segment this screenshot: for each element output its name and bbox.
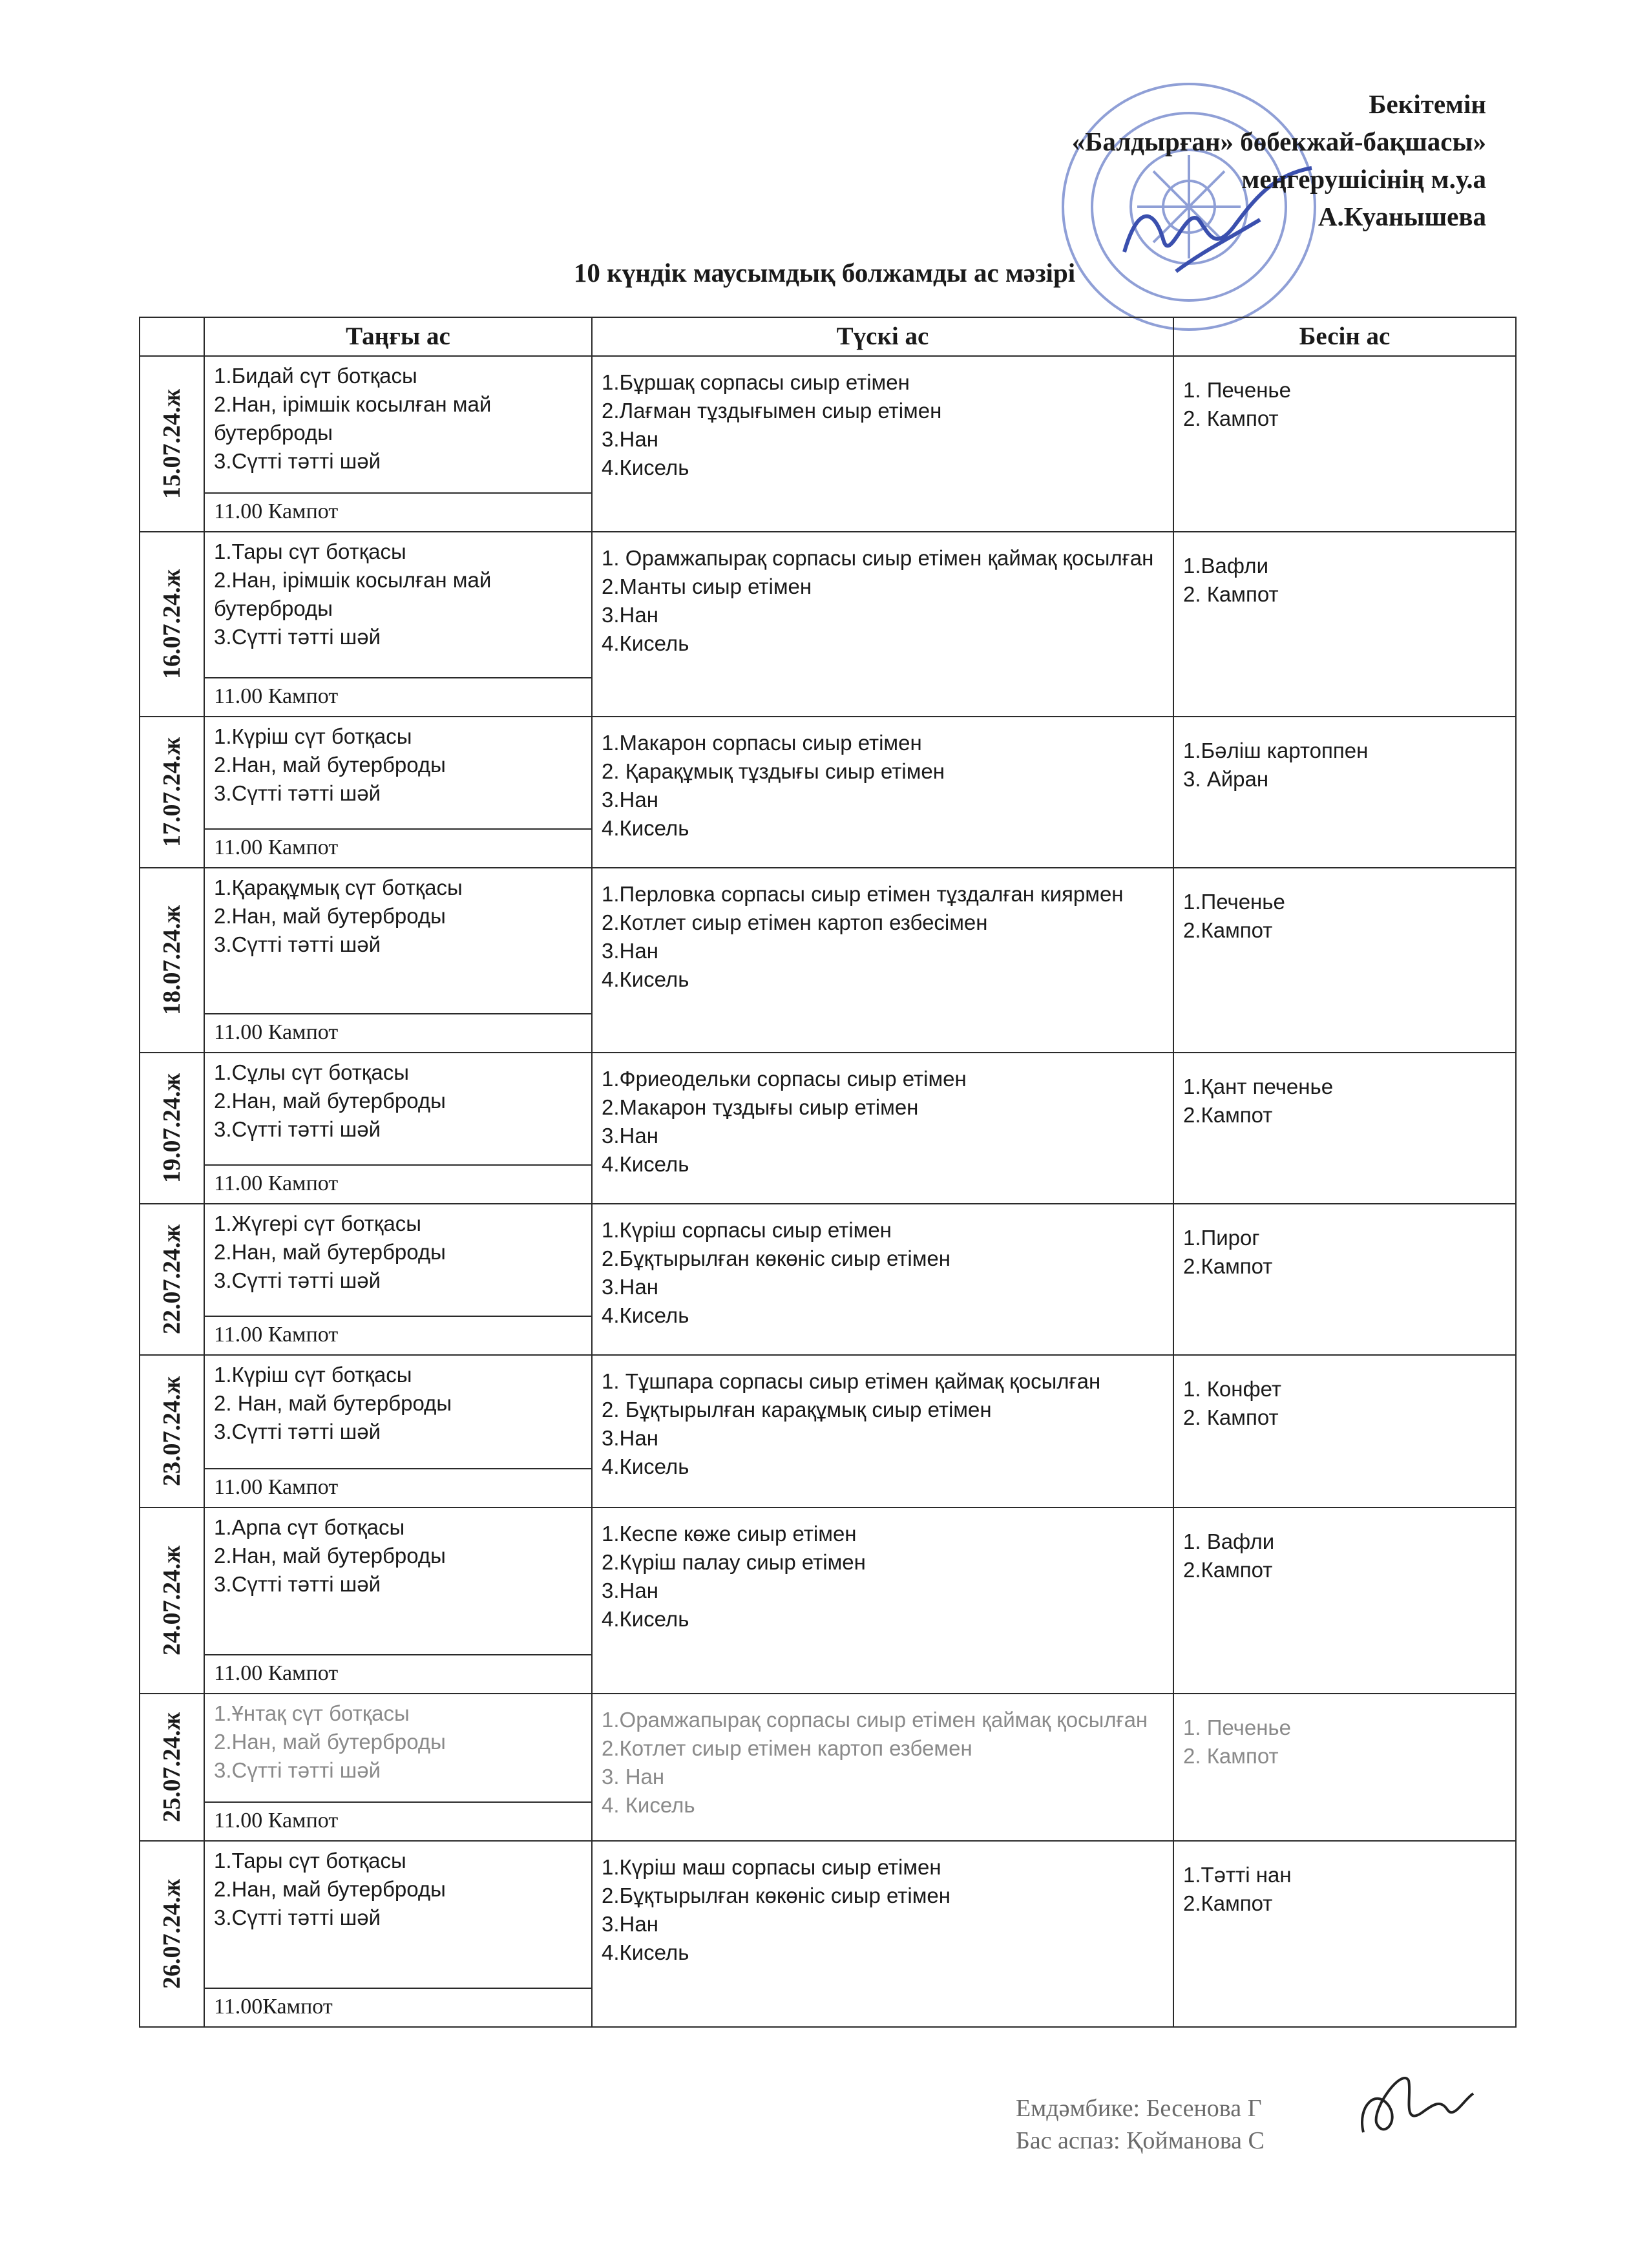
lunch-item: 1.Күріш сорпасы сиыр етімен [602,1218,892,1242]
date-cell [140,1355,204,1507]
breakfast-cell [204,1694,592,1841]
menu-body [140,356,1516,2027]
breakfast-item: 3.Сүтті тәтті шәй [214,1572,381,1596]
lunch-cell [592,1841,1173,2027]
afternoon-item: 2. Кампот [1183,1405,1279,1429]
afternoon-item: 2.Кампот [1183,1103,1273,1127]
menu-day-row [140,1841,1516,2027]
lunch-item: 1.Орамжапырақ сорпасы сиыр етімен қаймақ қосылған [602,1708,1148,1732]
lunch-cell [592,356,1173,532]
lunch-item: 1. Орамжапырақ сорпасы сиыр етімен қаймақ қосылған [602,546,1154,570]
signers-block [1016,2092,1265,2157]
afternoon-cell [1173,1507,1516,1694]
breakfast-cell [204,868,592,1053]
lunch-item: 2.Лағман тұздығымен сиыр етімен [602,399,942,423]
lunch-item: 1. Тұшпара сорпасы сиыр етімен қаймақ қосылған [602,1369,1101,1393]
date-cell [140,356,204,532]
afternoon-item: 1. Печенье [1183,1716,1291,1739]
lunch-item: 4.Кисель [602,1940,689,1964]
breakfast-item: 1.Күріш сүт ботқасы [214,1363,412,1387]
lunch-item: 2.Макарон тұздығы сиыр етімен [602,1095,919,1119]
snack-item: 11.00 Кампот [205,1801,591,1840]
breakfast-item: 3.Сүтті тәтті шәй [214,1117,381,1141]
snack-item: 11.00 Кампот [205,1316,591,1354]
breakfast-item: 1.Тары сүт ботқасы [214,1849,406,1873]
afternoon-item: 1.Тәтті нан [1183,1863,1292,1887]
lunch-item: 4.Кисель [602,1303,689,1327]
menu-table [139,317,1517,2028]
afternoon-cell [1173,532,1516,717]
breakfast-item: 1.Күріш сүт ботқасы [214,724,412,748]
afternoon-item: 1. Печенье [1183,378,1291,402]
lunch-item: 3.Нан [602,1579,658,1602]
afternoon-item: 2. Кампот [1183,1744,1279,1768]
afternoon-cell [1173,1694,1516,1841]
afternoon-cell [1173,717,1516,868]
afternoon-item: 1.Пирог [1183,1226,1260,1250]
lunch-item: 4. Кисель [602,1793,695,1817]
breakfast-item: 2.Нан, ірімшік косылған май бутерброды [214,392,492,445]
dietitian-signer: Емдәмбике: Бесенова Г [1016,2095,1262,2122]
snack-item: 11.00 Кампот [205,677,591,716]
breakfast-cell [204,1053,592,1204]
snack-item: 11.00 Кампот [205,1468,591,1507]
date-cell [140,868,204,1053]
approval-heading: Бекітемін [1369,89,1486,119]
afternoon-item: 1. Вафли [1183,1529,1275,1553]
lunch-item: 3.Нан [602,1426,658,1450]
menu-day-row [140,1053,1516,1204]
handwritten-signature [1350,2061,1480,2145]
date-cell [140,532,204,717]
afternoon-header: Бесін ас [1173,317,1516,356]
breakfast-cell [204,1841,592,2027]
lunch-item: 4.Кисель [602,631,689,655]
day-date: 24.07.24.ж [158,1545,185,1656]
lunch-item: 4.Кисель [602,1454,689,1478]
lunch-item: 4.Кисель [602,967,689,991]
snack-item: 11.00 Кампот [205,828,591,867]
lunch-item: 1.Фриеодельки сорпасы сиыр етімен [602,1067,967,1091]
breakfast-item: 2.Нан, май бутерброды [214,753,446,777]
menu-day-row [140,868,1516,1053]
lunch-item: 2. Бұқтырылған карақұмық сиыр етімен [602,1398,992,1422]
lunch-item: 4.Кисель [602,1607,689,1631]
breakfast-item: 1.Тары сүт ботқасы [214,540,406,563]
breakfast-item: 2.Нан, ірімшік косылған май бутерброды [214,568,492,620]
breakfast-item: 3.Сүтті тәтті шәй [214,1906,381,1929]
document-title: 10 күндік маусымдық болжамды ас мәзірі [573,258,1076,288]
day-date: 19.07.24.ж [158,1073,185,1184]
date-cell [140,717,204,868]
breakfast-item: 2.Нан, май бутерброды [214,1730,446,1754]
lunch-cell [592,532,1173,717]
lunch-item: 2.Манты сиыр етімен [602,574,812,598]
lunch-item: 1.Макарон сорпасы сиыр етімен [602,731,922,755]
lunch-item: 2. Қарақұмық тұздығы сиыр етімен [602,759,945,783]
date-header [140,317,204,356]
lunch-item: 3.Нан [602,603,658,627]
day-date: 23.07.24.ж [158,1376,185,1487]
breakfast-header: Таңғы ас [204,317,592,356]
afternoon-item: 2.Кампот [1183,918,1273,942]
afternoon-item: 2. Кампот [1183,406,1279,430]
lunch-item: 3.Нан [602,1912,658,1936]
lunch-cell [592,717,1173,868]
breakfast-item: 3.Сүтті тәтті шәй [214,449,381,473]
lunch-cell [592,868,1173,1053]
day-date: 15.07.24.ж [158,388,185,499]
lunch-cell [592,1355,1173,1507]
snack-item: 11.00Кампот [205,1988,591,2026]
afternoon-item: 1.Қант печенье [1183,1075,1334,1098]
afternoon-item: 2. Кампот [1183,582,1279,606]
menu-day-row [140,717,1516,868]
lunch-item: 4.Кисель [602,1152,689,1176]
lunch-item: 3.Нан [602,939,658,963]
breakfast-item: 3.Сүтті тәтті шәй [214,1758,381,1782]
breakfast-cell [204,1507,592,1694]
date-cell [140,1694,204,1841]
date-cell [140,1204,204,1355]
lunch-cell [592,1053,1173,1204]
afternoon-item: 1.Печенье [1183,890,1285,914]
breakfast-item: 2.Нан, май бутерброды [214,1544,446,1568]
breakfast-item: 2.Нан, май бутерброды [214,904,446,928]
date-cell [140,1841,204,2027]
breakfast-item: 1.Жүгері сүт ботқасы [214,1212,421,1235]
lunch-item: 1.Бұршақ сорпасы сиыр етімен [602,370,910,394]
day-date: 26.07.24.ж [158,1878,185,1990]
menu-day-row [140,1204,1516,1355]
lunch-item: 3.Нан [602,788,658,812]
lunch-item: 3.Нан [602,1124,658,1148]
lunch-item: 3.Нан [602,427,658,451]
menu-day-row [140,1507,1516,1694]
afternoon-item: 2.Кампот [1183,1254,1273,1278]
approval-position: меңгерушісінің м.у.а [1241,164,1486,194]
chef-signer: Бас аспаз: Қойманова С [1016,2127,1265,2154]
date-cell [140,1507,204,1694]
menu-day-row [140,1355,1516,1507]
afternoon-cell [1173,1204,1516,1355]
lunch-item: 2.Котлет сиыр етімен картоп езбесімен [602,910,988,934]
snack-item: 11.00 Кампот [205,492,591,531]
breakfast-item: 1.Бидай сүт ботқасы [214,364,417,388]
approval-organization: «Балдырған» бөбекжай-бақшасы» [1071,127,1486,156]
breakfast-cell [204,1355,592,1507]
afternoon-item: 2.Кампот [1183,1891,1273,1915]
afternoon-item: 1.Бәліш картоппен [1183,739,1369,762]
snack-item: 11.00 Кампот [205,1013,591,1052]
lunch-item: 2.Бұқтырылған көкөніс сиыр етімен [602,1884,951,1907]
lunch-item: 3.Нан [602,1275,658,1299]
breakfast-item: 1.Қарақұмық сүт ботқасы [214,876,463,899]
afternoon-cell [1173,1355,1516,1507]
day-date: 22.07.24.ж [158,1224,185,1335]
lunch-item: 4.Кисель [602,816,689,840]
afternoon-cell [1173,1053,1516,1204]
breakfast-item: 1.Арпа сүт ботқасы [214,1515,405,1539]
lunch-item: 1.Күріш маш сорпасы сиыр етімен [602,1855,941,1879]
lunch-cell [592,1507,1173,1694]
lunch-item: 3. Нан [602,1765,665,1789]
lunch-item: 4.Кисель [602,456,689,479]
breakfast-item: 3.Сүтті тәтті шәй [214,1268,381,1292]
breakfast-cell [204,532,592,717]
breakfast-cell [204,356,592,532]
lunch-item: 2.Бұқтырылған көкөніс сиыр етімен [602,1246,951,1270]
day-date: 17.07.24.ж [158,737,185,848]
breakfast-item: 1.Сұлы сүт ботқасы [214,1060,409,1084]
afternoon-item: 1. Конфет [1183,1377,1282,1401]
afternoon-item: 1.Вафли [1183,554,1268,578]
snack-item: 11.00 Кампот [205,1164,591,1203]
breakfast-item: 2.Нан, май бутерброды [214,1089,446,1113]
breakfast-item: 2. Нан, май бутерброды [214,1391,452,1415]
menu-day-row [140,1694,1516,1841]
breakfast-item: 3.Сүтті тәтті шәй [214,781,381,805]
afternoon-cell [1173,868,1516,1053]
lunch-item: 2.Котлет сиыр етімен картоп езбемен [602,1736,972,1760]
menu-day-row [140,356,1516,532]
breakfast-item: 3.Сүтті тәтті шәй [214,932,381,956]
afternoon-item: 2.Кампот [1183,1558,1273,1582]
lunch-cell [592,1694,1173,1841]
afternoon-cell [1173,1841,1516,2027]
day-date: 18.07.24.ж [158,905,185,1016]
table-header-row [140,317,1516,356]
approval-block [1072,85,1486,235]
breakfast-item: 1.Ұнтақ сүт ботқасы [214,1701,410,1725]
breakfast-item: 3.Сүтті тәтті шәй [214,1420,381,1444]
date-cell [140,1053,204,1204]
day-date: 25.07.24.ж [158,1712,185,1823]
lunch-cell [592,1204,1173,1355]
day-date: 16.07.24.ж [158,569,185,680]
approval-name: А.Куанышева [1318,202,1486,231]
breakfast-cell [204,717,592,868]
afternoon-item: 3. Айран [1183,767,1269,791]
lunch-item: 1.Кеспе көже сиыр етімен [602,1522,857,1546]
lunch-header: Түскі ас [592,317,1173,356]
snack-item: 11.00 Кампот [205,1654,591,1693]
afternoon-cell [1173,356,1516,532]
lunch-item: 2.Күріш палау сиыр етімен [602,1550,866,1574]
breakfast-item: 2.Нан, май бутерброды [214,1240,446,1264]
breakfast-item: 3.Сүтті тәтті шәй [214,625,381,649]
lunch-item: 1.Перловка сорпасы сиыр етімен тұздалған киярмен [602,882,1124,906]
menu-day-row [140,532,1516,717]
breakfast-cell [204,1204,592,1355]
breakfast-item: 2.Нан, май бутерброды [214,1877,446,1901]
